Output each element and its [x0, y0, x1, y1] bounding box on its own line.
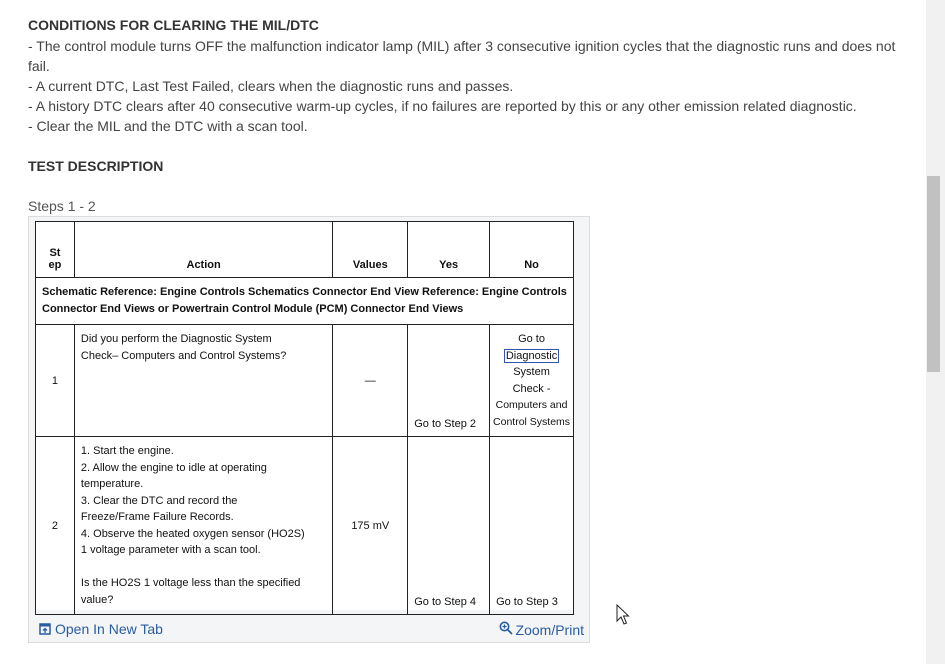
table-header-row: [36, 222, 574, 278]
conditions-heading: CONDITIONS FOR CLEARING THE MIL/DTC: [28, 17, 319, 33]
step-action: 1. Start the engine. 2. Allow the engine to idle at operating temperature. 3. Clear the DTC and record the Freeze/Frame Failure Records. 4. Observe the heated oxygen sensor (HO2S) 1 voltage parameter with a scan tool. Is the HO2S 1 voltage less than the specified value?: [74, 437, 332, 615]
open-in-new-tab-label: Open In New Tab: [55, 621, 163, 637]
diagnostic-table-container: [35, 221, 574, 610]
schematic-reference: Schematic Reference: Engine Controls Schematics Connector End View Reference: Engine Controls Connector End Views or Powertrain Control Module (PCM) Connector End Views: [36, 278, 574, 325]
zoom-print-link[interactable]: [499, 621, 584, 638]
panel-footer: [29, 617, 589, 641]
table-row: [36, 437, 574, 615]
condition-item-3: - A history DTC clears after 40 consecutive warm-up cycles, if no failures are reported by this or any other emission related diagnostic.: [28, 98, 857, 114]
step-number: 2: [36, 437, 75, 615]
open-in-new-tab-link[interactable]: [39, 621, 163, 637]
header-yes: Yes: [408, 222, 490, 278]
steps-label: Steps 1 - 2: [28, 198, 96, 214]
header-no: No: [490, 222, 574, 278]
table-row: [36, 325, 574, 437]
test-description-heading: TEST DESCRIPTION: [28, 158, 164, 174]
step-no[interactable]: Go to Step 3: [490, 437, 574, 615]
step-value: —: [333, 325, 408, 437]
header-values: Values: [333, 222, 408, 278]
reference-row: [36, 278, 574, 325]
step-yes[interactable]: Go to Step 4: [408, 437, 490, 615]
condition-item-4: - Clear the MIL and the DTC with a scan tool.: [28, 118, 308, 134]
diagnostic-system-check-link[interactable]: Diagnostic: [505, 349, 558, 362]
condition-item-2: - A current DTC, Last Test Failed, clears when the diagnostic runs and passes.: [28, 78, 514, 94]
header-action: Action: [74, 222, 332, 278]
step-value: 175 mV: [333, 437, 408, 615]
steps-table-panel: [28, 216, 590, 643]
mouse-pointer-icon: [616, 604, 630, 626]
condition-item-1: - The control module turns OFF the malfunction indicator lamp (MIL) after 3 consecutive ignition cycles that the diagnostic runs and does not fail.: [28, 38, 896, 74]
zoom-icon: [499, 621, 513, 635]
open-new-tab-icon: [39, 623, 51, 635]
scrollbar-thumb[interactable]: [927, 176, 940, 372]
header-step: St ep: [36, 222, 75, 278]
step-yes[interactable]: Go to Step 2: [408, 325, 490, 437]
step-number: 1: [36, 325, 75, 437]
step-action: Did you perform the Diagnostic System Check– Computers and Control Systems?: [74, 325, 332, 437]
step-no: Go to Diagnostic System Check - Computers and Control Systems: [490, 325, 574, 437]
diagnostic-steps-table: [35, 221, 574, 615]
zoom-print-label: Zoom/Print: [515, 622, 584, 638]
